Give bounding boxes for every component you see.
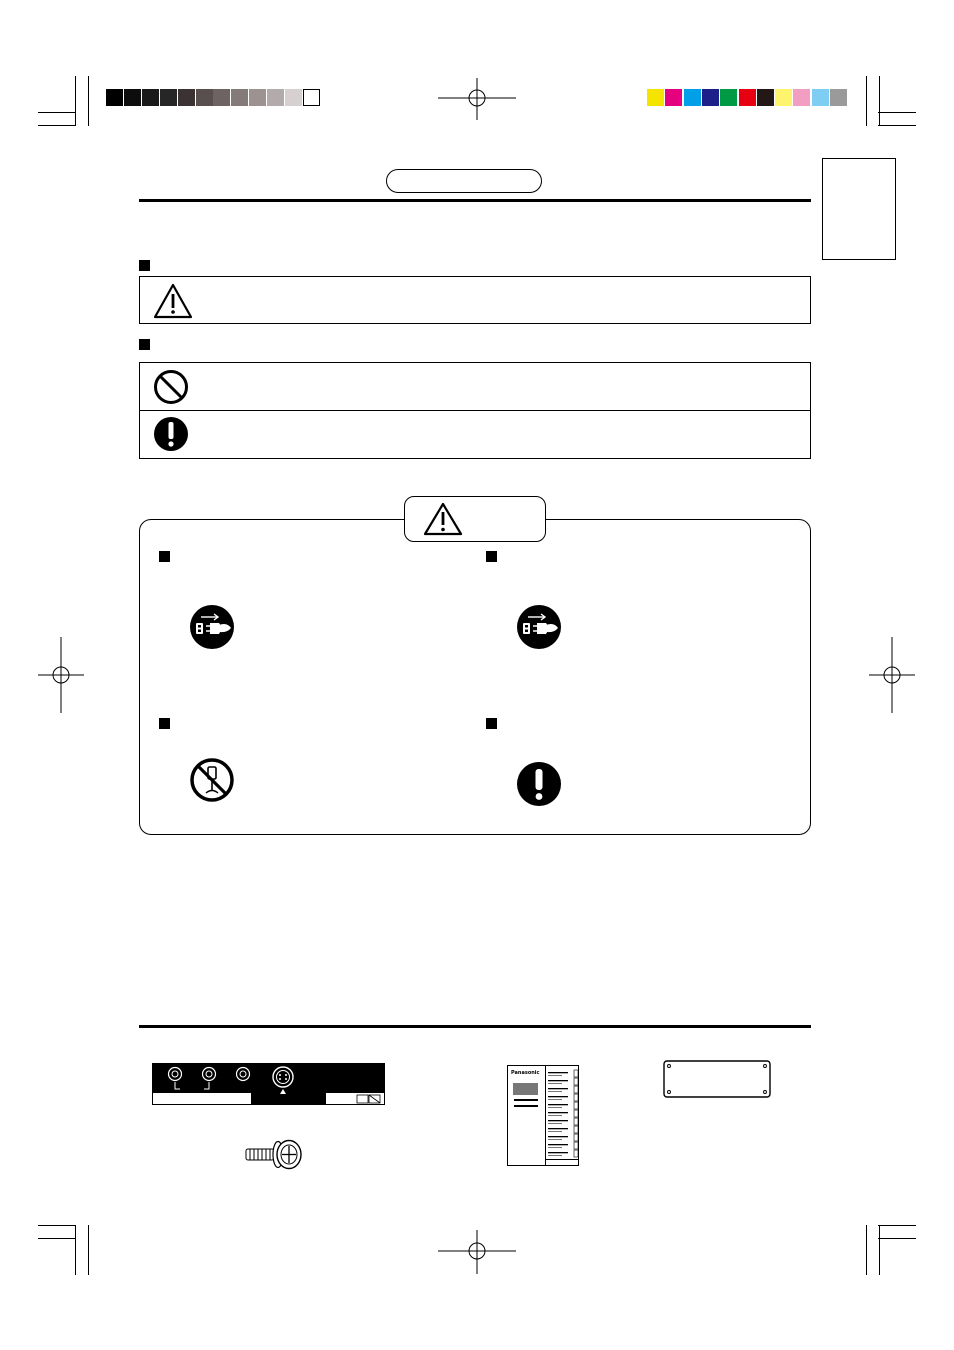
caution-panel: [139, 519, 811, 835]
bullet-square: [159, 551, 170, 562]
warning-triangle-icon: [422, 501, 464, 537]
color-swatch: [793, 89, 810, 106]
registration-mark-top: [438, 78, 516, 120]
color-swatch: [249, 89, 266, 106]
color-swatch: [267, 89, 284, 106]
prohibited-circle-icon: [153, 369, 189, 405]
warning-notice-box: [139, 276, 811, 324]
accessories-rule: [139, 1025, 811, 1028]
color-swatch: [775, 89, 792, 106]
color-swatch: [647, 89, 664, 106]
bullet-square: [139, 339, 150, 350]
color-swatch: [231, 89, 248, 106]
side-language-tab: [822, 158, 896, 260]
color-swatch: [812, 89, 829, 106]
warning-triangle-icon: [152, 282, 194, 320]
do-not-disassemble-icon: [189, 757, 235, 803]
header-rule: [139, 199, 811, 202]
mounting-plate-icon: [663, 1060, 771, 1098]
color-swatch: [757, 89, 774, 106]
color-swatch: [124, 89, 141, 106]
color-swatch: [142, 89, 159, 106]
color-swatch: [830, 89, 847, 106]
color-swatch: [160, 89, 177, 106]
terminal-label-panel-icon: [152, 1063, 385, 1105]
color-swatch: [285, 89, 302, 106]
symbol-legend-box: [139, 362, 811, 459]
color-swatch: [665, 89, 682, 106]
unplug-power-icon: [189, 604, 235, 650]
color-swatch: [702, 89, 719, 106]
caution-tab: [404, 496, 546, 542]
section-label: [386, 169, 542, 193]
color-swatch: [303, 89, 320, 106]
operating-instructions-booklet-icon: Panasonic: [507, 1065, 579, 1166]
color-swatch: [196, 89, 213, 106]
mandatory-exclamation-icon: [516, 761, 562, 807]
mandatory-exclamation-icon: [153, 416, 189, 452]
bullet-square: [486, 718, 497, 729]
screw-icon: [244, 1135, 304, 1173]
color-swatch: [720, 89, 737, 106]
color-swatch: [213, 89, 230, 106]
bullet-square: [139, 260, 150, 271]
color-swatch: [106, 89, 123, 106]
color-swatch: [178, 89, 195, 106]
color-swatch: [739, 89, 756, 106]
color-swatch: [684, 89, 701, 106]
unplug-power-icon: [516, 604, 562, 650]
bullet-square: [159, 718, 170, 729]
registration-mark-bottom: [438, 1230, 516, 1274]
registration-mark-left: [38, 637, 84, 713]
registration-mark-right: [869, 637, 915, 713]
bullet-square: [486, 551, 497, 562]
